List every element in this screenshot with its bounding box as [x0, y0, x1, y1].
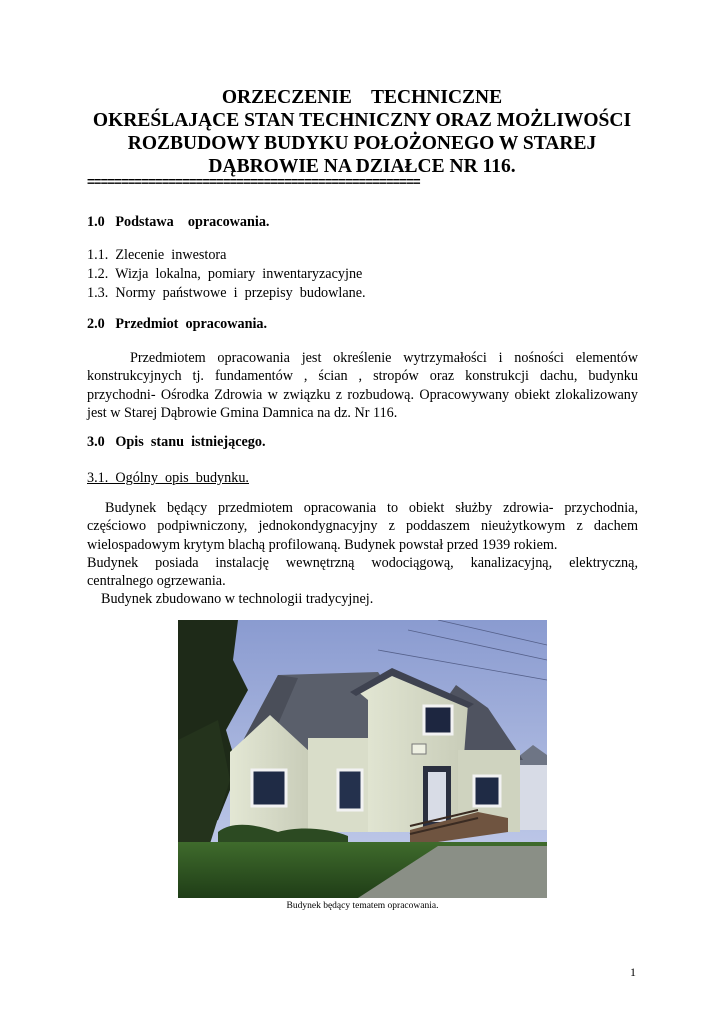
title-line-4: DĄBROWIE NA DZIAŁCE NR 116.	[208, 156, 516, 177]
paragraph-line: przychodni- Ośrodka Zdrowia w związku z rozbudową. Opracowywany obiekt zlokalizowany	[87, 386, 638, 403]
section-3-1-subheading: 3.1. Ogólny opis budynku.	[87, 470, 249, 486]
section-2-paragraph	[87, 349, 638, 422]
list-item: 1.1. Zlecenie inwestora	[87, 247, 227, 263]
title-separator-rule: =================================================	[87, 175, 420, 189]
document-title	[60, 86, 664, 178]
page-number: 1	[630, 965, 636, 979]
title-line-2: OKREŚLAJĄCE STAN TECHNICZNY ORAZ MOŻLIWOŚCI	[92, 110, 632, 131]
section-3-heading: 3.0 Opis stanu istniejącego.	[87, 434, 266, 450]
paragraph-line: Budynek będący przedmiotem opracowania to obiekt służby zdrowia- przychodnia,	[105, 500, 638, 516]
list-item: 1.3. Normy państwowe i przepisy budowlane.	[87, 285, 366, 301]
list-item: 1.2. Wizja lokalna, pomiary inwentaryzacyjne	[87, 266, 363, 282]
paragraph-line: centralnego ogrzewania.	[87, 573, 226, 590]
paragraph-line: konstrukcyjnych tj. fundamentów , ścian , stropów oraz konstrukcji dachu, budynku	[87, 368, 638, 385]
paragraph-line: jest w Starej Dąbrowie Gmina Damnica na dz. Nr 116.	[87, 404, 398, 421]
paragraph-line: częściowo podpiwniczony, jednokondygnacyjny z poddaszem nieużytkowym z dachem	[87, 518, 638, 535]
section-3-1-paragraph	[87, 499, 638, 609]
title-line-3: ROZBUDOWY BUDYKU POŁOŻONEGO W STAREJ	[127, 133, 597, 154]
paragraph-line: Budynek posiada instalację wewnętrzną wodociągową, kanalizacyjną, elektryczną,	[87, 554, 638, 571]
paragraph-line: wielospadowym krytym blachą profilowaną. Budynek powstał przed 1939 rokiem.	[87, 536, 558, 553]
photo-caption: Budynek będący tematem opracowania.	[286, 901, 439, 911]
section-2-heading: 2.0 Przedmiot opracowania.	[87, 316, 268, 332]
building-photo	[178, 620, 547, 898]
section-1-heading: 1.0 Podstawa opracowania.	[87, 214, 270, 230]
section-1-list	[87, 246, 366, 303]
title-line-1: ORZECZENIE TECHNICZNE	[221, 87, 503, 108]
paragraph-line: Przedmiotem opracowania jest określenie wytrzymałości i nośności elementów	[130, 350, 638, 366]
paragraph-line: Budynek zbudowano w technologii tradycyjnej.	[101, 591, 374, 608]
